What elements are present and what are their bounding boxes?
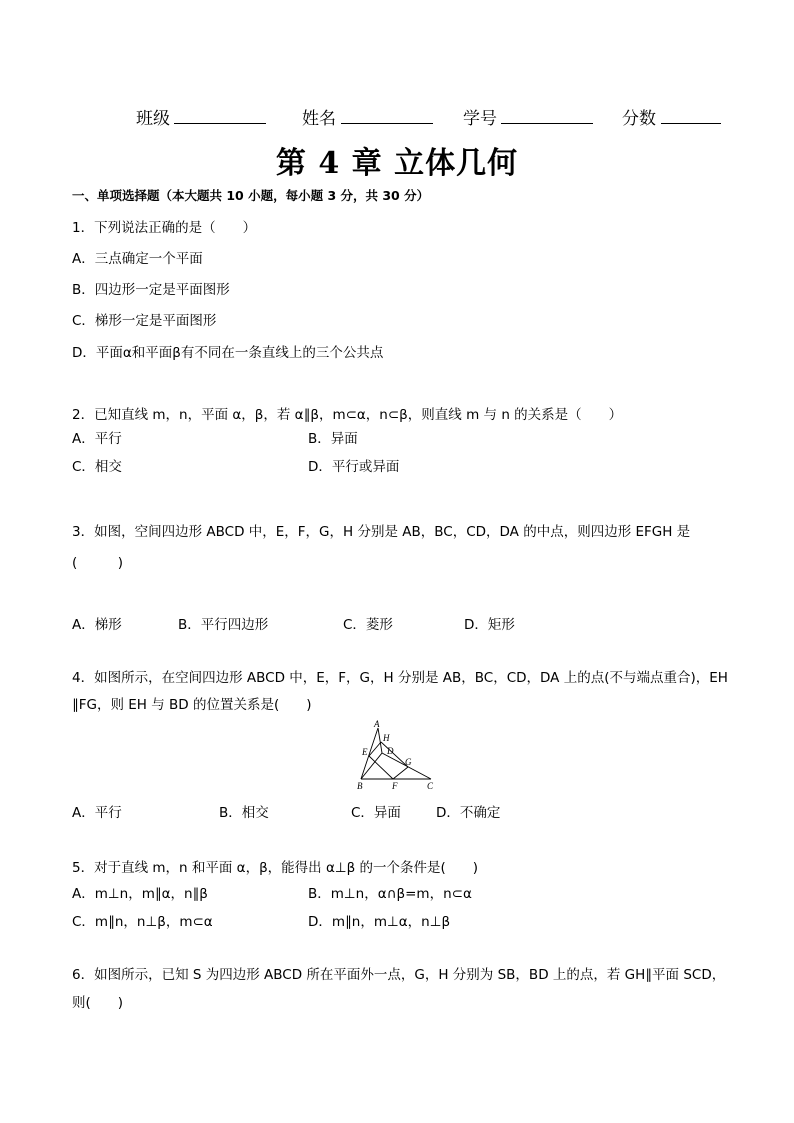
question-2-stem: 2．已知直线 m，n，平面 α，β，若 α∥β，m⊂α，n⊂β，则直线 m 与 n 的关系是（ ） (72, 407, 623, 423)
figure-label-a: A (374, 719, 380, 729)
question-2-option-d[interactable]: D．平行或异面 (308, 459, 400, 475)
question-1-stem: 1．下列说法正确的是（ ） (72, 220, 257, 236)
question-4-stem: 4．如图所示，在空间四边形 ABCD 中，E，F，G，H 分别是 AB，BC，CD，DA 上的点(不与端点重合)，EH (72, 670, 728, 686)
question-4-figure (352, 718, 442, 792)
question-3-option-a[interactable]: A．梯形 (72, 617, 122, 633)
figure-label-f: F (392, 781, 398, 791)
question-3-option-d[interactable]: D．矩形 (464, 617, 515, 633)
class-label: 班级 (136, 109, 170, 129)
question-5-option-a[interactable]: A．m⊥n，m∥α，n∥β (72, 886, 208, 902)
question-2-option-b[interactable]: B．异面 (308, 431, 358, 447)
segment-ef (369, 756, 393, 779)
question-5-option-c[interactable]: C．m∥n，n⊥β，m⊂α (72, 914, 213, 930)
figure-label-c: C (427, 781, 434, 791)
question-1-option-c[interactable]: C．梯形一定是平面图形 (72, 313, 217, 329)
figure-label-g: G (405, 757, 412, 767)
question-3-stem-cont: ( ) (72, 555, 124, 571)
question-4-option-a[interactable]: A．平行 (72, 805, 122, 821)
question-1-option-a[interactable]: A．三点确定一个平面 (72, 251, 203, 267)
question-3-option-c[interactable]: C．菱形 (343, 617, 393, 633)
name-label: 姓名 (302, 109, 336, 129)
question-4-option-d[interactable]: D．不确定 (436, 805, 501, 821)
figure-label-e: E (362, 747, 368, 757)
question-5-option-b[interactable]: B．m⊥n，α∩β=m，n⊂α (308, 886, 472, 902)
question-1-option-d[interactable]: D．平面α和平面β有不同在一条直线上的三个公共点 (72, 345, 384, 361)
question-1-option-b[interactable]: B．四边形一定是平面图形 (72, 282, 230, 298)
name-blank[interactable] (341, 105, 433, 124)
student-id-label: 学号 (463, 109, 497, 129)
question-3-stem: 3．如图，空间四边形 ABCD 中，E，F，G，H 分别是 AB，BC，CD，DA 的中点，则四边形 EFGH 是 (72, 524, 691, 540)
question-4-option-b[interactable]: B．相交 (219, 805, 269, 821)
segment-fg (393, 767, 408, 779)
figure-label-h: H (383, 733, 390, 743)
class-blank[interactable] (174, 105, 266, 124)
question-5-stem: 5．对于直线 m，n 和平面 α，β，能得出 α⊥β 的一个条件是( ) (72, 860, 479, 876)
question-2-option-a[interactable]: A．平行 (72, 431, 122, 447)
question-4-option-c[interactable]: C．异面 (351, 805, 401, 821)
section-heading: 一、单项选择题（本大题共 10 小题，每小题 3 分，共 30 分） (72, 188, 430, 203)
score-label: 分数 (622, 109, 656, 129)
edge-ad (378, 728, 382, 753)
question-6-stem-cont: 则( ) (72, 995, 124, 1011)
question-6-stem: 6．如图所示，已知 S 为四边形 ABCD 所在平面外一点，G，H 分别为 SB，BD 上的点，若 GH∥平面 SCD， (72, 967, 726, 983)
figure-label-d: D (387, 746, 394, 756)
student-id-blank[interactable] (501, 105, 593, 124)
question-5-option-d[interactable]: D．m∥n，m⊥α，n⊥β (308, 914, 451, 930)
question-3-option-b[interactable]: B．平行四边形 (178, 617, 269, 633)
figure-label-b: B (357, 781, 363, 791)
page-title: 第 4 章 立体几何 (275, 146, 519, 181)
score-blank[interactable] (661, 105, 721, 124)
question-2-option-c[interactable]: C．相交 (72, 459, 122, 475)
question-4-stem-cont: ∥FG，则 EH 与 BD 的位置关系是( ) (72, 697, 312, 713)
